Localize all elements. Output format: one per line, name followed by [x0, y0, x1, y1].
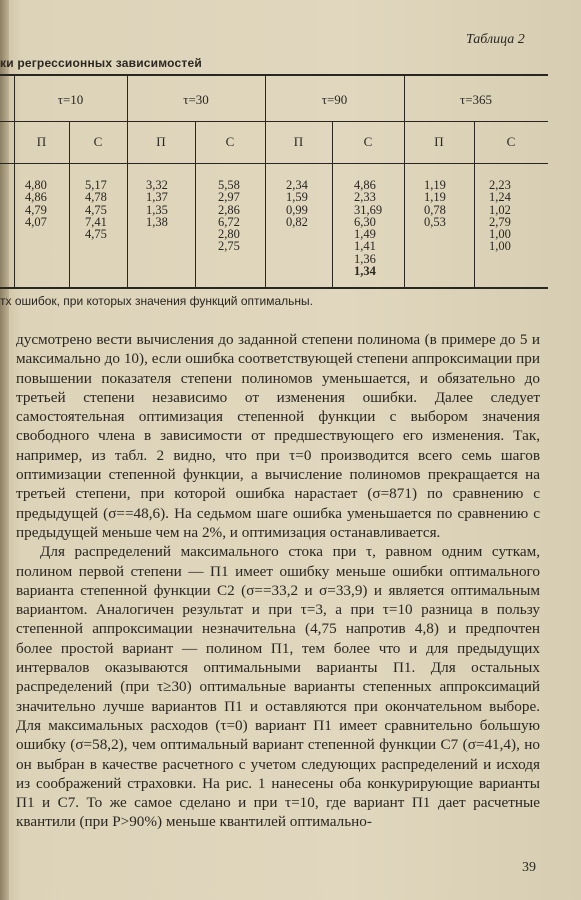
subheader: П	[36, 134, 47, 149]
table-cell: 1,34	[354, 264, 376, 279]
table-cell: 4,78	[85, 190, 107, 205]
table-cell: 2,79	[489, 214, 511, 229]
table-cell: 4,80	[25, 178, 47, 192]
table-column	[146, 179, 168, 228]
table-cell: 5,17	[85, 178, 107, 192]
table-column	[85, 179, 107, 240]
table-cell: 31,69	[354, 202, 383, 217]
table-cell: 2,97	[218, 190, 240, 205]
table-column	[424, 179, 446, 228]
table-label: Таблица 2	[466, 32, 525, 47]
subheader: П	[293, 134, 304, 149]
table-cell: 1,19	[424, 178, 446, 192]
table-cell: 4,79	[25, 202, 47, 217]
table-column	[25, 179, 47, 228]
body-text	[16, 330, 540, 832]
table-cell: 1,35	[146, 202, 168, 217]
table-caption: ки регрессионных зависимостей	[0, 56, 202, 70]
table-footnote: тх ошибок, при которых значения функций оптимальны.	[0, 294, 313, 308]
table-cell: 1,49	[354, 227, 376, 242]
table-cell: 1,02	[489, 202, 511, 217]
page-gutter-shadow	[0, 0, 9, 900]
table-cell: 4,86	[354, 178, 376, 192]
table-cell: 1,41	[354, 239, 376, 254]
table-cell: 4,07	[25, 214, 47, 229]
group-header: τ=30	[183, 92, 209, 107]
subheader: С	[93, 134, 103, 149]
table-cell: 2,75	[218, 239, 240, 254]
table-cell: 2,86	[218, 202, 240, 217]
subheader: С	[506, 134, 516, 149]
table-cell: 7,41	[85, 214, 107, 229]
paragraph: дусмотрено вести вычисления до заданной степени полинома (в примере до 5 и максимально до 10), если ошибка соответствующей степени аппроксимации при повышении показателя степени полиномов уменьшается, и обязательно до третьей степени независимо от изменения ошибки. Далее следует самостоятельная оптимизация степенной функции с выбором значения свободного члена в зависимости от предшествующего его изменения. Так, например, из табл. 2 видно, что при τ=0 производится всего семь шагов оптимизации степенной функции, а вычисление полиномов прекращается на третьей степени, при которой ошибка нарастает (σ=871) по сравнению с предыдущей (σ==48,6). На седьмом шаге ошибка уменьшается по сравнению с предыдущей меньше чем на 2%, и оптимизация останавливается.	[16, 331, 540, 541]
table-cell: 0,53	[424, 214, 446, 229]
page-number: 39	[522, 860, 536, 875]
table-cell: 4,75	[85, 227, 107, 242]
table-cell: 1,00	[489, 227, 511, 242]
table-cell: 1,37	[146, 190, 168, 205]
table-cell: 1,59	[286, 190, 308, 205]
table-cell: 5,58	[218, 178, 240, 192]
group-header: τ=10	[57, 92, 84, 107]
table-column	[489, 179, 511, 253]
table-cell: 1,38	[146, 214, 168, 229]
subheader: С	[225, 134, 235, 149]
table-column	[354, 179, 382, 277]
table-cell: 6,72	[218, 214, 240, 229]
table-cell: 4,86	[25, 190, 47, 205]
table-cell: 1,00	[489, 239, 511, 254]
table-bottom-rule	[0, 287, 548, 289]
table-cell: 0,82	[286, 214, 308, 229]
table-cell: 1,19	[424, 190, 446, 205]
table-group-rule	[0, 121, 548, 122]
table-cell: 2,33	[354, 190, 376, 205]
subheader: С	[363, 134, 373, 149]
table-cell: 0,78	[424, 202, 446, 217]
table-top-rule	[0, 74, 548, 76]
table-cell: 3,32	[146, 178, 168, 192]
table-cell: 4,75	[85, 202, 107, 217]
paragraph: Для распределений максимального стока при τ, равном одним суткам, полином первой степени — П1 имеет ошибку меньше ошибки оптимального варианта степенной функции С2 (σ==33,2 и σ=33,9) и является оптимальным вариантом. Аналогичен результат и при τ=3, а при τ=10 разница в пользу степенной аппроксимации незначительна (4,75 напротив 4,8) и предпочтен более простой вариант — полином П1, тем более что и для предыдущих интервалов оказываются оптимальными варианты П1. Для остальных распределений (при τ≥30) оптимальные варианты степенных аппроксимаций значительно лучше вариантов П1 и оставляются при окончательном выборе. Для максимальных расходов (τ=0) вариант П1 имеет сравнительно большую ошибку (σ=58,2), чем оптимальный вариант степенной функции С7 (σ=41,4), но он выбран в качестве расчетного с учетом следующих распределений и исходя из соображений страховки. На рис. 1 нанесены оба конкурирующие варианты П1 и С7. То же самое сделано и при τ=10, где вариант П1 дает расчетные квантили (при P>90%) меньше квантилей оптимально-	[16, 543, 540, 831]
table-column	[218, 179, 240, 253]
table-cell: 1,36	[354, 251, 376, 266]
table-cell: 2,34	[286, 178, 308, 192]
group-header: τ=365	[459, 92, 493, 107]
subheader: П	[156, 134, 166, 149]
table-cell: 2,80	[218, 227, 240, 242]
subheader: П	[434, 134, 444, 149]
group-header: τ=90	[321, 92, 348, 107]
table-cell: 1,24	[489, 190, 511, 205]
table-header-rule	[0, 163, 548, 164]
table-cell: 0,99	[286, 202, 308, 217]
table-cell: 6,30	[354, 214, 376, 229]
table-column	[286, 179, 308, 228]
table-cell: 2,23	[489, 178, 511, 192]
